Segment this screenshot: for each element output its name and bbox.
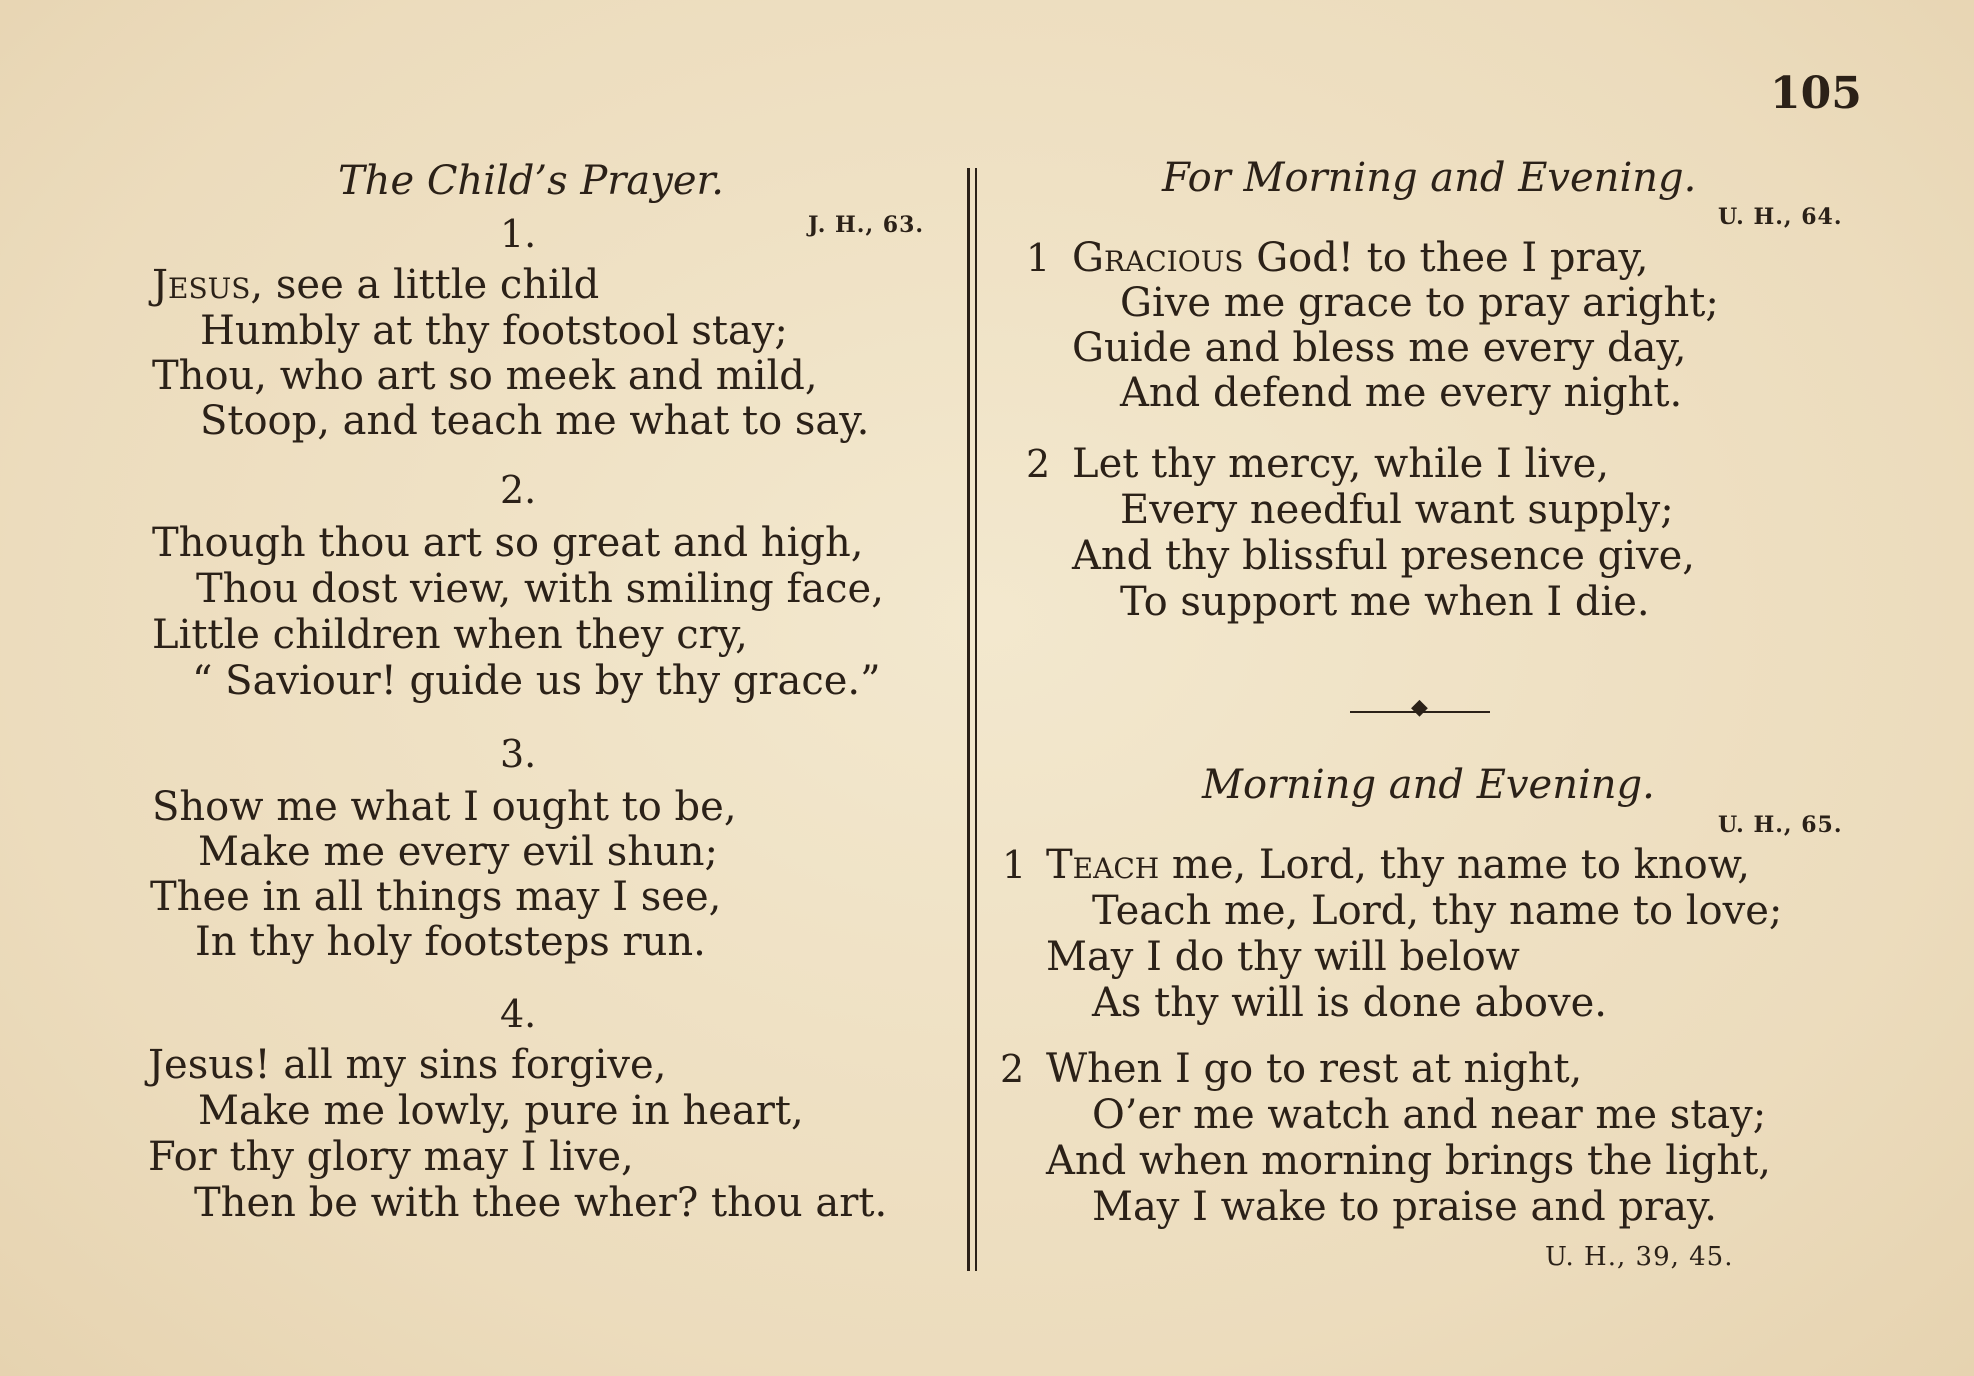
stanza-number: 1 bbox=[1026, 236, 1051, 280]
verse-line: And thy blissful presence give, bbox=[1072, 533, 1695, 579]
stanza-number: 3. bbox=[500, 732, 537, 776]
footer-reference: U. H., 39, 45. bbox=[1545, 1242, 1734, 1272]
verse-line: “ Saviour! guide us by thy grace.” bbox=[192, 658, 881, 704]
verse-line: Make me every evil shun; bbox=[198, 829, 718, 875]
verse-line: Though thou art so great and high, bbox=[152, 520, 864, 566]
hymn-reference: J. H., 63. bbox=[808, 212, 925, 238]
hymn-reference: U. H., 65. bbox=[1718, 812, 1843, 838]
verse-line: Then be with thee wher? thou art. bbox=[194, 1180, 888, 1226]
verse-lead-word: Jesus, bbox=[152, 262, 264, 308]
verse-line: Humbly at thy footstool stay; bbox=[200, 308, 788, 354]
stanza-number: 2. bbox=[500, 468, 537, 512]
hymn-title-for-morning-and-evening: For Morning and Evening. bbox=[1162, 155, 1697, 201]
verse-line: Every needful want supply; bbox=[1120, 487, 1674, 533]
verse-line-rest: me, Lord, thy name to know, bbox=[1159, 842, 1750, 888]
stanza-number: 2 bbox=[1026, 442, 1051, 486]
stanza-number: 4. bbox=[500, 992, 537, 1036]
verse-line: Jesus! all my sins forgive, bbox=[148, 1042, 667, 1088]
page-number: 105 bbox=[1770, 68, 1862, 119]
verse-line: Little children when they cry, bbox=[152, 612, 748, 658]
verse-lead-word: Gracious bbox=[1072, 235, 1244, 281]
verse-line: Thee in all things may I see, bbox=[150, 874, 722, 920]
verse-line: Stoop, and teach me what to say. bbox=[200, 398, 870, 444]
verse-line: When I go to rest at night, bbox=[1046, 1046, 1583, 1092]
verse-line: Show me what I ought to be, bbox=[152, 784, 737, 830]
verse-line: Let thy mercy, while I live, bbox=[1072, 441, 1610, 487]
verse-line: As thy will is done above. bbox=[1092, 980, 1607, 1026]
hymn-title-morning-and-evening: Morning and Evening. bbox=[1202, 762, 1655, 808]
column-divider-rule bbox=[967, 168, 970, 1271]
column-divider-rule-inner bbox=[975, 168, 977, 1271]
verse-line: Thou dost view, with smiling face, bbox=[196, 566, 884, 612]
verse-line-rest: God! to thee I pray, bbox=[1243, 235, 1649, 281]
verse-line: For thy glory may I live, bbox=[148, 1134, 634, 1180]
verse-line bbox=[1072, 235, 1648, 281]
verse-line: And when morning brings the light, bbox=[1046, 1138, 1771, 1184]
verse-line: Thou, who art so meek and mild, bbox=[152, 353, 818, 399]
verse-line: And defend me every night. bbox=[1120, 370, 1683, 416]
stanza-number: 1. bbox=[500, 212, 537, 256]
hymn-title-childs-prayer: The Child’s Prayer. bbox=[338, 158, 724, 204]
verse-line bbox=[1046, 842, 1750, 888]
stanza-number: 2 bbox=[1000, 1047, 1025, 1091]
verse-line bbox=[152, 262, 599, 308]
verse-line: Guide and bless me every day, bbox=[1072, 325, 1687, 371]
verse-line: May I wake to praise and pray. bbox=[1092, 1184, 1717, 1230]
verse-line: O’er me watch and near me stay; bbox=[1092, 1092, 1767, 1138]
verse-line: To support me when I die. bbox=[1120, 579, 1650, 625]
verse-line: Teach me, Lord, thy name to love; bbox=[1092, 888, 1783, 934]
verse-line: Make me lowly, pure in heart, bbox=[198, 1088, 804, 1134]
stanza-number: 1 bbox=[1002, 843, 1027, 887]
verse-line: May I do thy will below bbox=[1046, 934, 1520, 980]
hymn-reference: U. H., 64. bbox=[1718, 204, 1843, 230]
verse-line-rest: see a little child bbox=[263, 262, 600, 308]
verse-lead-word: Teach bbox=[1046, 842, 1160, 888]
verse-line: Give me grace to pray aright; bbox=[1120, 280, 1719, 326]
verse-line: In thy holy footsteps run. bbox=[195, 919, 706, 965]
section-ornament bbox=[1350, 697, 1490, 727]
